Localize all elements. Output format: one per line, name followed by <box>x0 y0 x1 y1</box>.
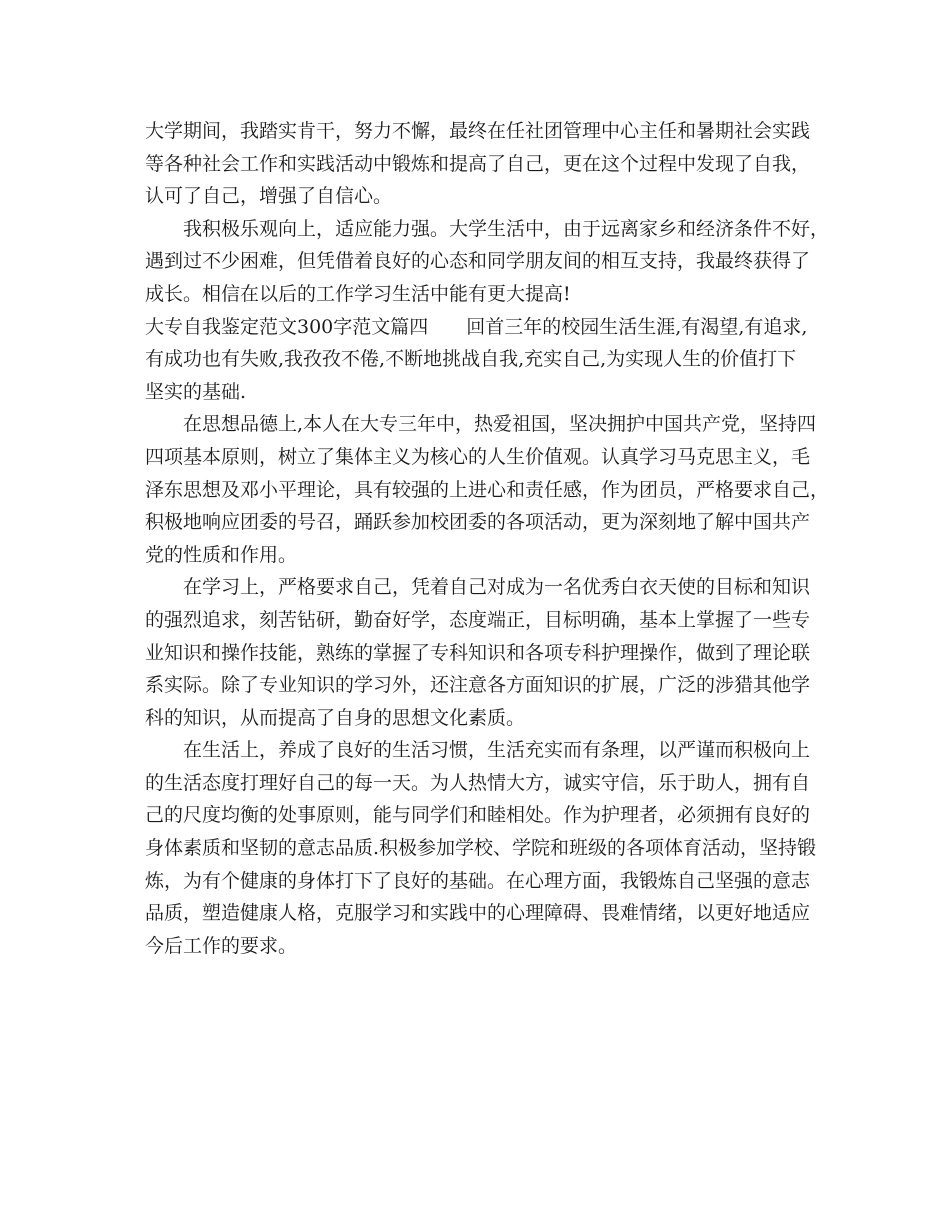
text-line: 成长。相信在以后的工作学习生活中能有更大提高! <box>145 282 571 305</box>
text-line: 品质，塑造健康人格，克服学习和实践中的心理障碍、畏难情绪，以更好地适应 <box>145 902 811 925</box>
paragraph <box>145 213 830 311</box>
text-line: 四项基本原则，树立了集体主义为核心的人生价值观。认真学习马克思主义，毛 <box>145 445 811 468</box>
text-line: 身体素质和坚韧的意志品质.积极参加学校、学院和班级的各项体育活动，坚持锻 <box>145 837 817 860</box>
text-line: 在学习上，严格要求自己，凭着自己对成为一名优秀白衣天使的目标和知识 <box>183 576 811 599</box>
text-line: 今后工作的要求。 <box>145 934 298 957</box>
text-line: 我积极乐观向上，适应能力强。大学生活中，由于远离家乡和经济条件不好， <box>183 217 830 240</box>
text-line <box>145 311 810 344</box>
text-line: 科的知识，从而提高了自身的思想文化素质。 <box>145 706 526 729</box>
section-heading: 大专自我鉴定范文300字范文篇四 <box>145 315 429 338</box>
paragraph <box>145 571 810 734</box>
text-line: 等各种社会工作和实践活动中锻炼和提高了自己，更在这个过程中发现了自我， <box>145 152 811 175</box>
text-line: 业知识和操作技能，熟练的掌握了专科知识和各项专科护理操作，做到了理论联 <box>145 641 811 664</box>
text-line: 的强烈追求，刻苦钻研，勤奋好学，态度端正，目标明确，基本上掌握了一些专 <box>145 608 811 631</box>
paragraph <box>145 408 830 571</box>
text-line: 党的性质和作用。 <box>145 543 298 566</box>
text-line: 遇到过不少困难，但凭借着良好的心态和同学朋友间的相互支持，我最终获得了 <box>145 250 811 273</box>
text-line: 的生活态度打理好自己的每一天。为人热情大方，诚实守信，乐于助人，拥有自 <box>145 771 811 794</box>
paragraph <box>145 311 810 409</box>
text-line: 坚实的基础. <box>145 380 247 403</box>
text-line: 泽东思想及邓小平理论，具有较强的上进心和责任感，作为团员，严格要求自己， <box>145 478 830 501</box>
text-line: 炼，为有个健康的身体打下了良好的基础。在心理方面，我锻炼自己坚强的意志 <box>145 869 811 892</box>
text-line: 积极地响应团委的号召，踊跃参加校团委的各项活动，更为深刻地了解中国共产 <box>145 511 811 534</box>
document-body <box>145 115 830 962</box>
text-line: 己的尺度均衡的处事原则，能与同学们和睦相处。作为护理者，必须拥有良好的 <box>145 804 811 827</box>
text-line: 大学期间，我踏实肯干，努力不懈，最终在任社团管理中心主任和暑期社会实践 <box>145 120 811 142</box>
paragraph <box>145 734 817 962</box>
text-line: 在生活上，养成了良好的生活习惯，生活充实而有条理，以严谨而积极向上 <box>183 739 811 762</box>
paragraph <box>145 115 810 213</box>
text-line: 在思想品德上,本人在大专三年中，热爱祖国，坚决拥护中国共产党，坚持四 <box>183 413 817 436</box>
text-line: 有成功也有失败,我孜孜不倦,不断地挑战自我,充实自己,为实现人生的价值打下 <box>145 348 797 371</box>
text-line: 认可了自己，增强了自信心。 <box>145 185 393 208</box>
text-line: 系实际。除了专业知识的学习外，还注意各方面知识的扩展，广泛的涉猎其他学 <box>145 674 811 697</box>
heading-continuation: 回首三年的校园生活生涯,有渴望,有追求, <box>466 315 808 338</box>
